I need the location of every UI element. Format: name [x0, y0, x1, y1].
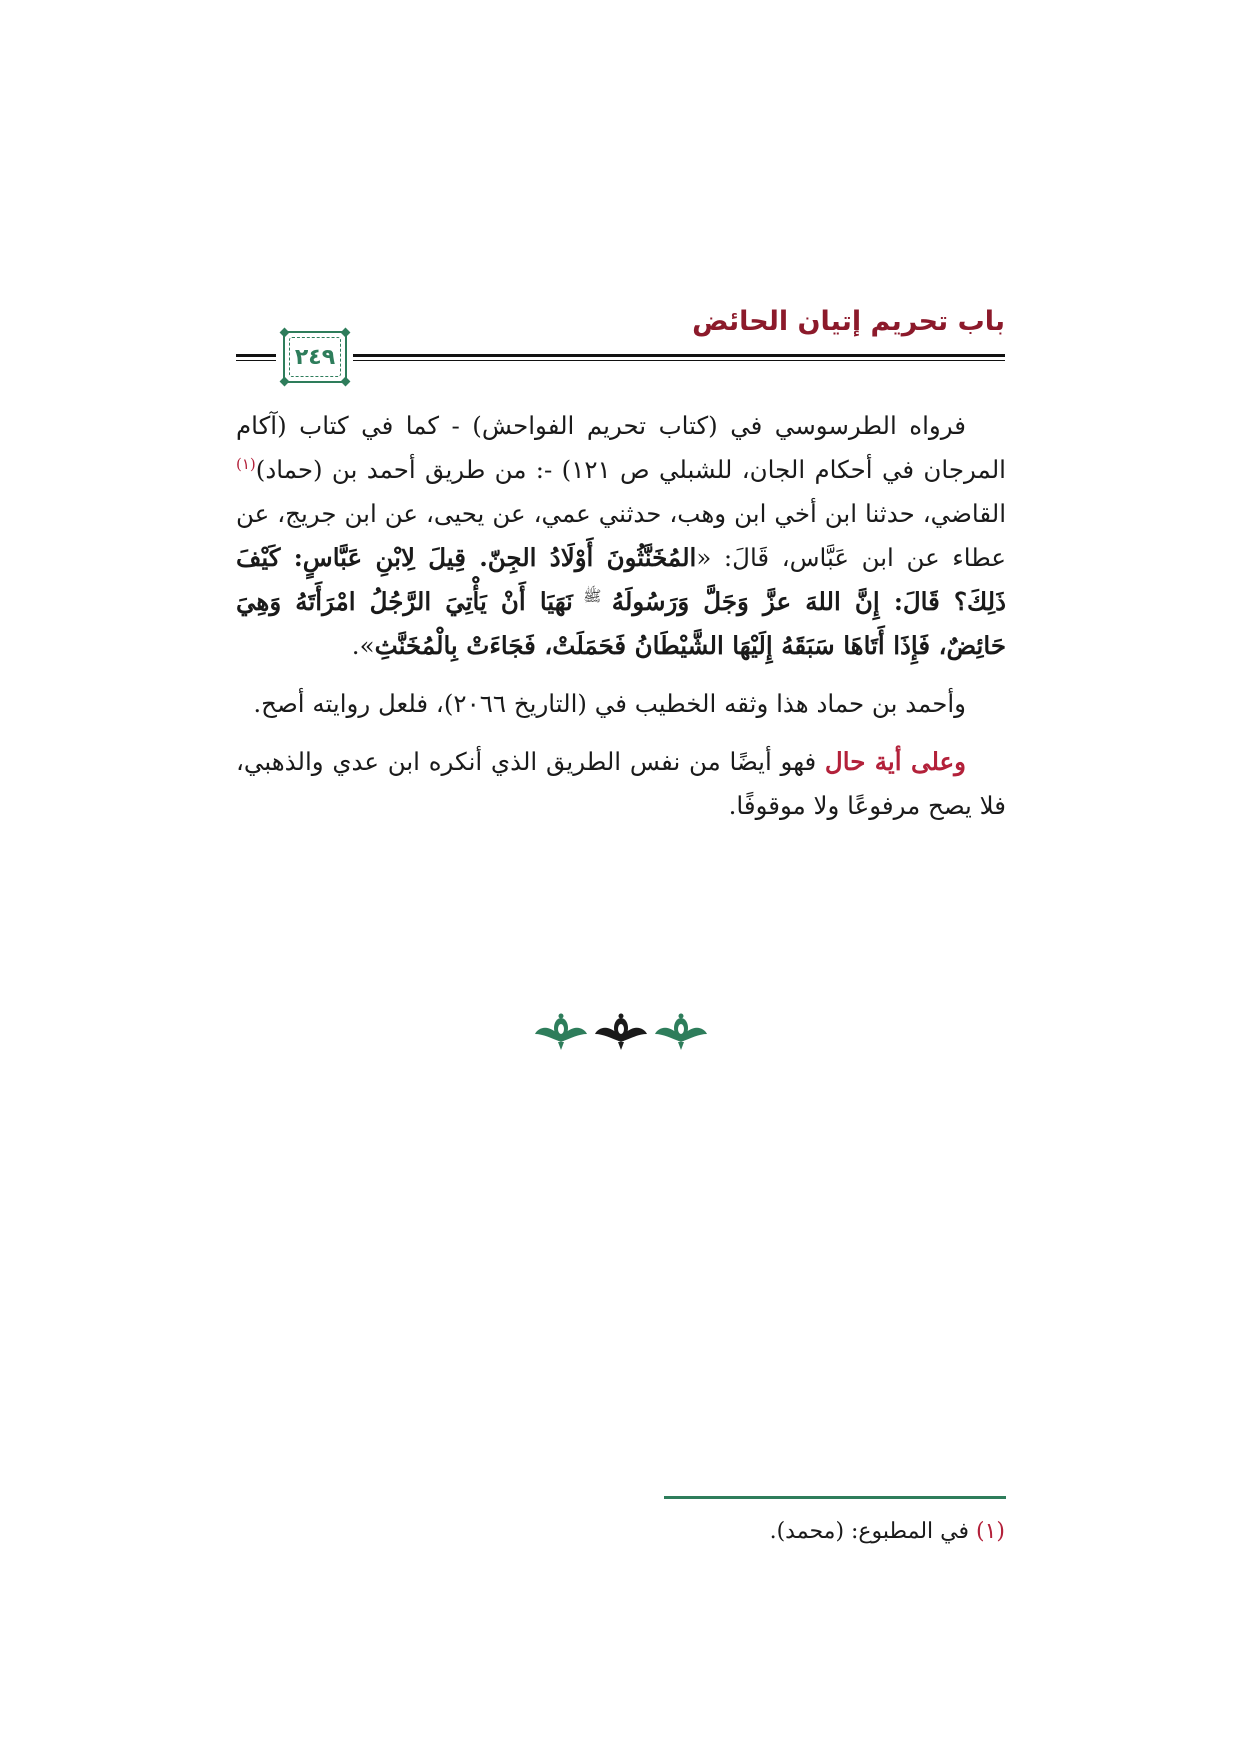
section-end-ornament — [533, 1012, 709, 1052]
paragraph — [236, 740, 1006, 828]
page-number-badge — [283, 331, 347, 383]
footnote — [770, 1514, 1005, 1550]
honorific-symbol: ﷺ — [572, 586, 612, 605]
lotus-flower-icon — [535, 1014, 587, 1051]
paragraph — [236, 682, 1006, 726]
hadith-text: نَهَيَا أَنْ يَأْتِيَ الرَّجُلُ امْرَأَتَهُ وَهِيَ حَائِضٌ، فَإِذَا أَتَاهَا سَبَقَهُ إِلَيْهَا الشَّيْطَانُ فَحَمَلَتْ، فَجَاءَتْ بِالْمُخَنَّثِ — [236, 587, 1006, 660]
lotus-flower-icon — [655, 1014, 707, 1051]
footnote-text: في المطبوع: (محمد). — [769, 1519, 976, 1544]
lotus-flower-icon — [595, 1014, 647, 1051]
paragraph — [236, 404, 1006, 668]
footnote-marker: (١) — [975, 1519, 1005, 1544]
footnote-separator — [664, 1496, 1006, 1499]
header-rule-left-thin — [236, 360, 276, 361]
header-rule-thick — [353, 354, 1005, 357]
header-rule-left-thick — [236, 354, 276, 357]
page-number: ٢٤٩ — [294, 344, 336, 370]
text-run: القاضي، حدثنا ابن أخي ابن وهب، حدثني عمي، عن يحيى، عن ابن جريج، عن عطاء عن ابن عَبَّاس، قَالَ: « — [236, 499, 1006, 572]
hadith-text: المُخَنَّثُونَ أَوْلَادُ الجِنّ. قِيلَ لِابْنِ عَبَّاسٍ: كَيْفَ ذَلِكَ؟ قَالَ: إِنَّ اللهَ عزَّ وَجَلَّ وَرَسُولَهُ — [236, 543, 1007, 616]
header-rule-thin — [353, 360, 1005, 361]
main-text — [236, 404, 1006, 842]
text-run: وأحمد بن حماد هذا وثقه الخطيب في (التاريخ ٢٠٦٦)، فلعل روايته أصح. — [253, 689, 966, 718]
emphasis-phrase: وعلى أية حال — [824, 747, 966, 776]
text-run: ». — [351, 631, 375, 660]
running-title: باب تحريم إتيان الحائض — [692, 306, 1005, 337]
text-run: فرواه الطرسوسي في (كتاب تحريم الفواحش) - كما في كتاب (آكام المرجان في أحكام الجان، للشبلي ص ١٢١) -: من طريق أحمد بن (حماد) — [236, 411, 1006, 484]
text-run: فهو أيضًا من نفس الطريق الذي أنكره ابن عدي والذهبي، فلا يصح مرفوعًا ولا موقوفًا. — [236, 747, 1006, 820]
footnote-reference: (١) — [236, 454, 256, 473]
